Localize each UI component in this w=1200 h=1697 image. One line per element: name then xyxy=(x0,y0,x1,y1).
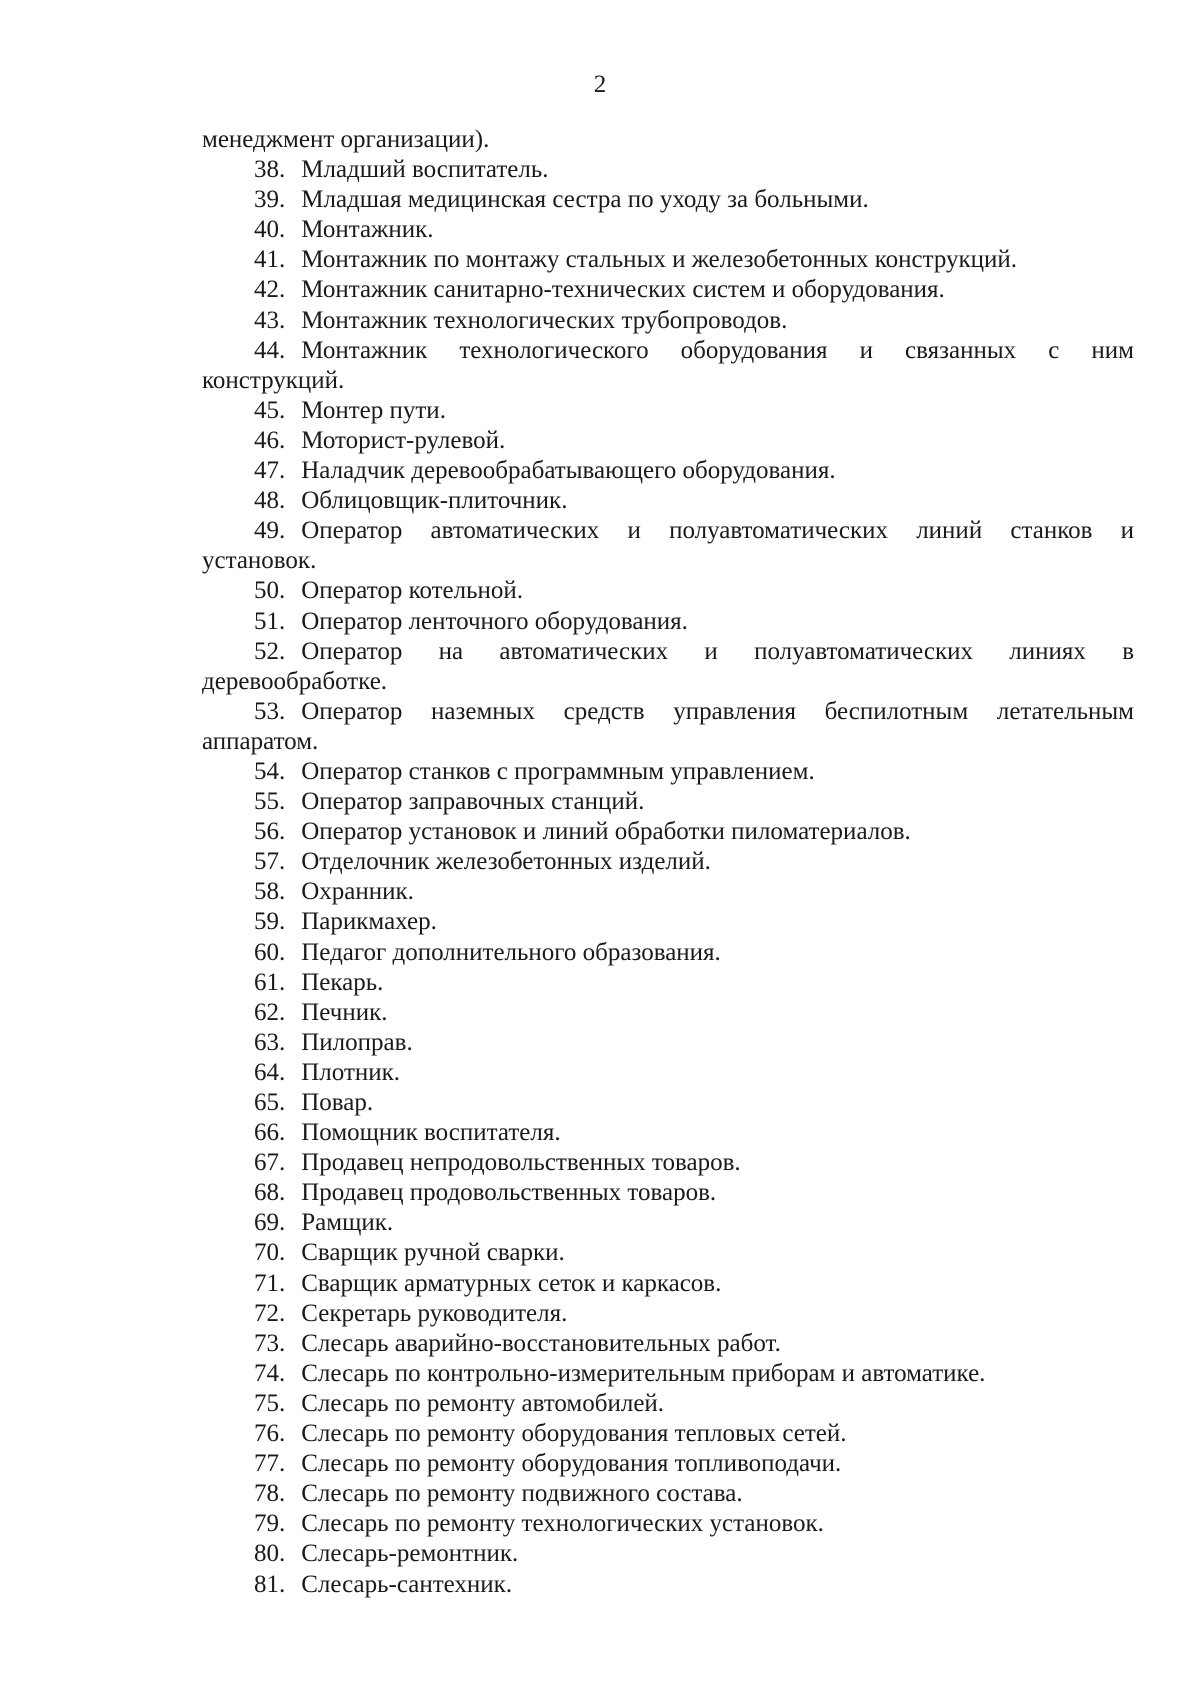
list-item-number: 61. xyxy=(254,968,286,996)
list-item-text: Монтажник технологического оборудования и связанных с ним xyxy=(301,336,1134,364)
list-item-text: Слесарь по ремонту автомобилей. xyxy=(301,1389,665,1417)
list-item-number: 71. xyxy=(254,1269,286,1297)
list-item-text: Отделочник железобетонных изделий. xyxy=(301,848,711,876)
list-item xyxy=(202,426,1134,456)
list-item-text: Секретарь руководителя. xyxy=(301,1299,568,1327)
list-item-text: Младший воспитатель. xyxy=(301,156,549,184)
list-item xyxy=(202,1088,1134,1118)
list-item xyxy=(202,1449,1134,1479)
list-item-number: 50. xyxy=(254,577,286,605)
list-item xyxy=(202,847,1134,877)
list-item xyxy=(202,456,1134,486)
list-item xyxy=(202,1118,1134,1148)
list-item-line xyxy=(202,1419,1134,1449)
list-item-number: 48. xyxy=(254,487,286,515)
list-item-text: Педагог дополнительного образования. xyxy=(301,938,721,966)
list-item-number: 44. xyxy=(254,336,286,364)
list-item-number: 39. xyxy=(254,186,286,214)
list-item-line xyxy=(202,998,1134,1028)
list-item-number: 73. xyxy=(254,1329,286,1357)
list-item-text: Наладчик деревообрабатывающего оборудования. xyxy=(301,457,836,485)
list-item-text: Монтажник по монтажу стальных и железобетонных конструкций. xyxy=(301,246,1018,274)
list-item-text: Продавец непродовольственных товаров. xyxy=(301,1149,741,1177)
list-item-text: Пекарь. xyxy=(301,968,384,996)
list-item-number: 53. xyxy=(254,697,286,725)
list-item-text: Оператор на автоматических и полуавтоматических линиях в xyxy=(301,637,1134,665)
list-item-text: Оператор заправочных станций. xyxy=(301,788,645,816)
list-item-text: Рамщик. xyxy=(301,1209,394,1237)
list-item-line xyxy=(202,697,1134,727)
page-number: 2 xyxy=(593,71,607,98)
list-item-line xyxy=(202,1178,1134,1208)
list-item-line xyxy=(202,1570,1134,1600)
list-item-line xyxy=(202,576,1134,606)
list-item-line xyxy=(202,1148,1134,1178)
list-item-number: 62. xyxy=(254,998,286,1026)
list-item-text: Повар. xyxy=(301,1089,374,1116)
list-item xyxy=(202,1329,1134,1359)
list-item-text: Слесарь по контрольно-измерительным приборам и автоматике. xyxy=(301,1359,986,1387)
list-item-continuation: установок. xyxy=(202,547,317,575)
list-item-number: 77. xyxy=(254,1450,286,1478)
list-item-text: Монтажник технологических трубопроводов. xyxy=(301,306,788,334)
list-item-line xyxy=(202,968,1134,998)
list-item-number: 57. xyxy=(254,848,286,876)
list-item-line xyxy=(202,757,1134,787)
list-item-continuation: конструкций. xyxy=(202,366,345,394)
list-item-text: Слесарь-ремонтник. xyxy=(301,1540,519,1568)
list-item-line xyxy=(202,607,1134,637)
list-item-continuation: аппаратом. xyxy=(202,727,319,755)
list-item xyxy=(202,1419,1134,1449)
list-item-text: Печник. xyxy=(301,998,388,1026)
list-item-number: 56. xyxy=(254,818,286,846)
list-item xyxy=(202,787,1134,817)
list-item-line xyxy=(202,1359,1134,1389)
list-item-number: 65. xyxy=(254,1089,286,1116)
list-item-text: Сварщик ручной сварки. xyxy=(301,1239,565,1267)
list-item-line xyxy=(202,787,1134,817)
list-item-number: 51. xyxy=(254,607,286,635)
list-item-text: Слесарь по ремонту оборудования тепловых сетей. xyxy=(301,1420,847,1448)
list-item xyxy=(202,336,1134,396)
list-item-line xyxy=(202,215,1134,245)
list-item-line xyxy=(202,306,1134,336)
list-item-line xyxy=(202,1449,1134,1479)
list-item-line xyxy=(202,1208,1134,1238)
list-item-number: 55. xyxy=(254,788,286,816)
list-item xyxy=(202,1299,1134,1329)
list-item-line xyxy=(202,486,1134,516)
list-item xyxy=(202,516,1134,576)
list-item-text: Оператор установок и линий обработки пиломатериалов. xyxy=(301,818,911,846)
list-item xyxy=(202,817,1134,847)
list-item xyxy=(202,697,1134,757)
list-item-line xyxy=(202,1028,1134,1058)
list-item xyxy=(202,215,1134,245)
list-item-line xyxy=(202,847,1134,877)
list-item-number: 41. xyxy=(254,246,286,274)
list-item-number: 40. xyxy=(254,216,286,244)
list-item-text: Младшая медицинская сестра по уходу за больными. xyxy=(301,186,869,214)
list-item xyxy=(202,396,1134,426)
list-item-number: 47. xyxy=(254,457,286,485)
list-item xyxy=(202,1479,1134,1509)
list-item xyxy=(202,306,1134,336)
list-item-line xyxy=(202,1539,1134,1569)
list-item xyxy=(202,607,1134,637)
list-item xyxy=(202,1539,1134,1569)
list-item-continuation: деревообработке. xyxy=(202,667,388,695)
list-item-line xyxy=(202,1058,1134,1088)
list-item xyxy=(202,155,1134,185)
list-item-number: 67. xyxy=(254,1149,286,1177)
list-item-text: Слесарь по ремонту оборудования топливоподачи. xyxy=(301,1450,842,1478)
list-item-text: Облицовщик-плиточник. xyxy=(301,487,568,515)
list-item-text: Слесарь аварийно-восстановительных работ. xyxy=(301,1329,781,1357)
list-item-number: 68. xyxy=(254,1179,286,1207)
list-item-text: Оператор автоматических и полуавтоматических линий станков и xyxy=(301,517,1134,545)
list-item-text: Моторист-рулевой. xyxy=(301,426,506,454)
list-item-line xyxy=(202,637,1134,667)
list-item-number: 81. xyxy=(254,1570,286,1598)
profession-list xyxy=(202,155,1134,1600)
list-item xyxy=(202,1208,1134,1238)
list-item-number: 54. xyxy=(254,757,286,785)
list-item xyxy=(202,486,1134,516)
list-item-line xyxy=(202,877,1134,907)
list-item-number: 80. xyxy=(254,1540,286,1568)
list-item-line xyxy=(202,516,1134,546)
list-item-text: Оператор котельной. xyxy=(301,577,524,605)
list-item-text: Помощник воспитателя. xyxy=(301,1119,561,1147)
list-item-text: Слесарь по ремонту технологических установок. xyxy=(301,1510,824,1538)
list-item-text: Слесарь-сантехник. xyxy=(301,1570,513,1598)
list-item-text: Монтажник санитарно-технических систем и оборудования. xyxy=(301,276,945,304)
document-body xyxy=(202,125,1134,1600)
list-item-line xyxy=(202,336,1134,366)
list-item-number: 42. xyxy=(254,276,286,304)
list-item-text: Плотник. xyxy=(301,1058,401,1086)
list-item xyxy=(202,907,1134,937)
list-item-line xyxy=(202,1329,1134,1359)
list-item-line xyxy=(202,1118,1134,1148)
list-item-number: 43. xyxy=(254,306,286,334)
list-item-number: 59. xyxy=(254,908,286,936)
list-item-number: 69. xyxy=(254,1209,286,1237)
list-item xyxy=(202,185,1134,215)
list-item-line xyxy=(202,456,1134,486)
list-item-line xyxy=(202,245,1134,275)
list-item xyxy=(202,938,1134,968)
list-item xyxy=(202,1389,1134,1419)
list-item-line xyxy=(202,1269,1134,1299)
list-item-text: Сварщик арматурных сеток и каркасов. xyxy=(301,1269,722,1297)
list-item-number: 58. xyxy=(254,878,286,906)
list-item-line xyxy=(202,1299,1134,1329)
list-item-line xyxy=(202,938,1134,968)
list-item-line xyxy=(202,1088,1134,1118)
list-item xyxy=(202,637,1134,697)
list-item xyxy=(202,275,1134,305)
list-item xyxy=(202,1269,1134,1299)
list-item-number: 63. xyxy=(254,1028,286,1056)
list-item-number: 74. xyxy=(254,1359,286,1387)
list-item xyxy=(202,1359,1134,1389)
list-item-line xyxy=(202,1509,1134,1539)
list-item xyxy=(202,968,1134,998)
list-item-line xyxy=(202,1389,1134,1419)
list-item-number: 78. xyxy=(254,1480,286,1508)
list-item-line xyxy=(202,396,1134,426)
list-item xyxy=(202,998,1134,1028)
list-item-number: 66. xyxy=(254,1119,286,1147)
list-item-text: Охранник. xyxy=(301,878,414,906)
list-item-number: 49. xyxy=(254,517,286,545)
list-item xyxy=(202,576,1134,606)
list-item-line xyxy=(202,275,1134,305)
list-item-number: 79. xyxy=(254,1510,286,1538)
list-item-line xyxy=(202,1479,1134,1509)
list-item-number: 60. xyxy=(254,938,286,966)
list-item xyxy=(202,877,1134,907)
list-item-number: 64. xyxy=(254,1058,286,1086)
list-item-line xyxy=(202,185,1134,215)
list-item-text: Парикмахер. xyxy=(301,908,437,936)
list-item-number: 45. xyxy=(254,396,286,424)
continuation-text: менеджмент организации). xyxy=(202,126,490,153)
list-item xyxy=(202,1570,1134,1600)
list-item-number: 75. xyxy=(254,1389,286,1417)
list-item-line xyxy=(202,1238,1134,1268)
list-item-number: 46. xyxy=(254,426,286,454)
list-item-text: Слесарь по ремонту подвижного состава. xyxy=(301,1480,743,1508)
list-item-line xyxy=(202,907,1134,937)
list-item xyxy=(202,1509,1134,1539)
list-item xyxy=(202,1058,1134,1088)
list-item xyxy=(202,757,1134,787)
list-item-text: Монтажник. xyxy=(301,216,434,244)
list-item-text: Оператор ленточного оборудования. xyxy=(301,607,688,635)
list-item xyxy=(202,1028,1134,1058)
list-item-number: 70. xyxy=(254,1239,286,1267)
list-item-line xyxy=(202,426,1134,456)
list-item-text: Монтер пути. xyxy=(301,396,446,424)
list-item xyxy=(202,245,1134,275)
list-item-text: Оператор наземных средств управления беспилотным летательным xyxy=(301,697,1134,725)
list-item xyxy=(202,1148,1134,1178)
list-item-line xyxy=(202,817,1134,847)
list-item-text: Оператор станков с программным управлением. xyxy=(301,757,815,785)
list-item-text: Продавец продовольственных товаров. xyxy=(301,1179,717,1207)
list-item-text: Пилоправ. xyxy=(301,1028,413,1056)
list-item-number: 76. xyxy=(254,1420,286,1448)
list-item-line xyxy=(202,155,1134,185)
list-item xyxy=(202,1178,1134,1208)
list-item xyxy=(202,1238,1134,1268)
list-item-number: 38. xyxy=(254,156,286,184)
list-item-number: 52. xyxy=(254,637,286,665)
list-item-number: 72. xyxy=(254,1299,286,1327)
